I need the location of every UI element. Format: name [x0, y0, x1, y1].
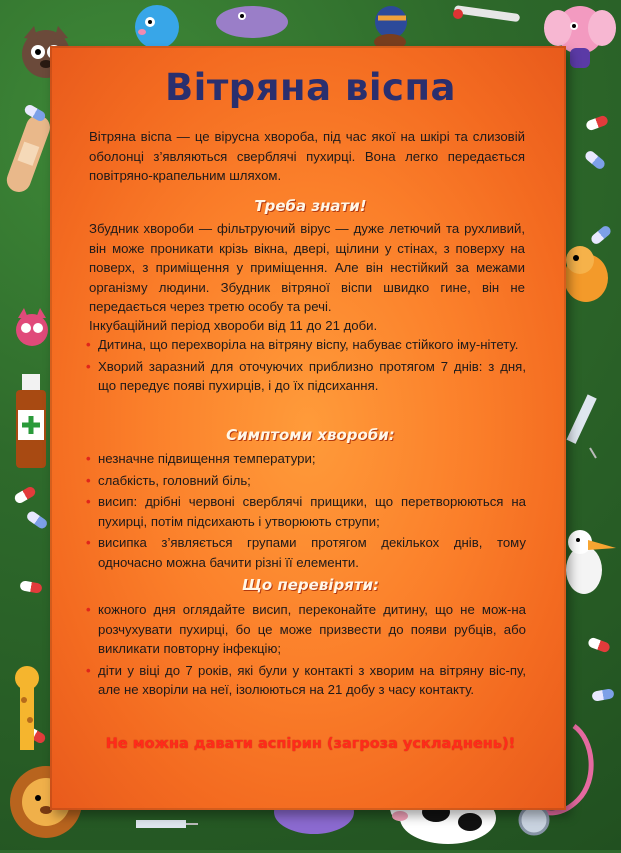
syringe-icon [130, 812, 200, 836]
pufferfish-icon [128, 2, 186, 52]
bullet-icon: • [86, 662, 91, 678]
list-item: • висип: дрібні червоні сверблячі прищики, що перетворюються на пухирці, потім підсихають і утворюють струпи; [86, 494, 526, 529]
intro-paragraph: Вітряна віспа — це вірусна хвороба, під час якої на шкірі та слизовій оболонці з’являються сверблячі пухирці. Вона легко передається повітряно-крапельним шляхом. [89, 129, 525, 183]
hippo-icon [212, 0, 292, 40]
cat-icon [10, 306, 54, 350]
aspirin-warning: Не можна давати аспірин (загроза ускладнень)! [105, 736, 516, 752]
pathogen-paragraph: Збудник хвороби — фільтруючий вірус — дуже летючий та рухливий, він може проникати крізь вікна, двері, щілини у стінах, з поверху на поверх, з приміщення у приміщення. Але він нестійкий за межами організму людини. Збудник вітряної віспи швидко гине, він не передається через третю особу та речі. [89, 221, 525, 314]
list-item: • діти у віці до 7 років, які були у контакті з хворим на вітряну віс-пу, але не хворіли на неї, ізолюються на 21 добу з часу контакту. [86, 662, 526, 697]
list-item: • кожного дня оглядайте висип, переконайте дитину, що не мож-на розчухувати пухирці, бо це може призвести до появи рубців, або викликати повторну інфекцію; [86, 602, 526, 656]
symptoms-list [86, 449, 526, 574]
list-item: • Дитина, що перехворіла на вітряну віспу, набуває стійкого іму-нітету. [86, 335, 526, 355]
bandage-icon [6, 110, 52, 200]
list-item: • Хворий заразний для оточуючих приблизно протягом 7 днів: з дня, що передує появі пухирців, і до їх підсихання. [86, 358, 526, 393]
bullet-icon: • [86, 472, 91, 488]
bullet-icon: • [86, 602, 91, 617]
need-to-know-list [86, 335, 526, 398]
list-item: • висипка з’являється групами протягом декількох днів, тому одночасно можна бачити різні її елементи. [86, 535, 526, 570]
page-title: Вітряна віспа [164, 66, 457, 109]
section-heading-symptoms: Симптоми хвороби: [226, 426, 395, 444]
bullet-icon: • [86, 451, 91, 466]
list-item: • слабкість, головний біль; [86, 471, 526, 491]
what-to-check-list [86, 600, 526, 702]
section-heading-need-to-know: Треба знати! [254, 197, 367, 215]
section-heading-what-to-check: Що перевіряти: [241, 576, 380, 594]
bullet-icon: • [86, 337, 91, 352]
list-item: • незначне підвищення температури; [86, 449, 526, 469]
thermometer-icon [450, 4, 530, 24]
syringe-icon [560, 390, 600, 460]
bullet-icon: • [86, 535, 91, 550]
incubation-paragraph: Інкубаційний період хвороби від 11 до 21 доби. [89, 318, 378, 333]
bullet-icon: • [86, 494, 91, 509]
medicine-bottle-icon [12, 372, 50, 472]
bullet-icon: • [86, 358, 91, 374]
